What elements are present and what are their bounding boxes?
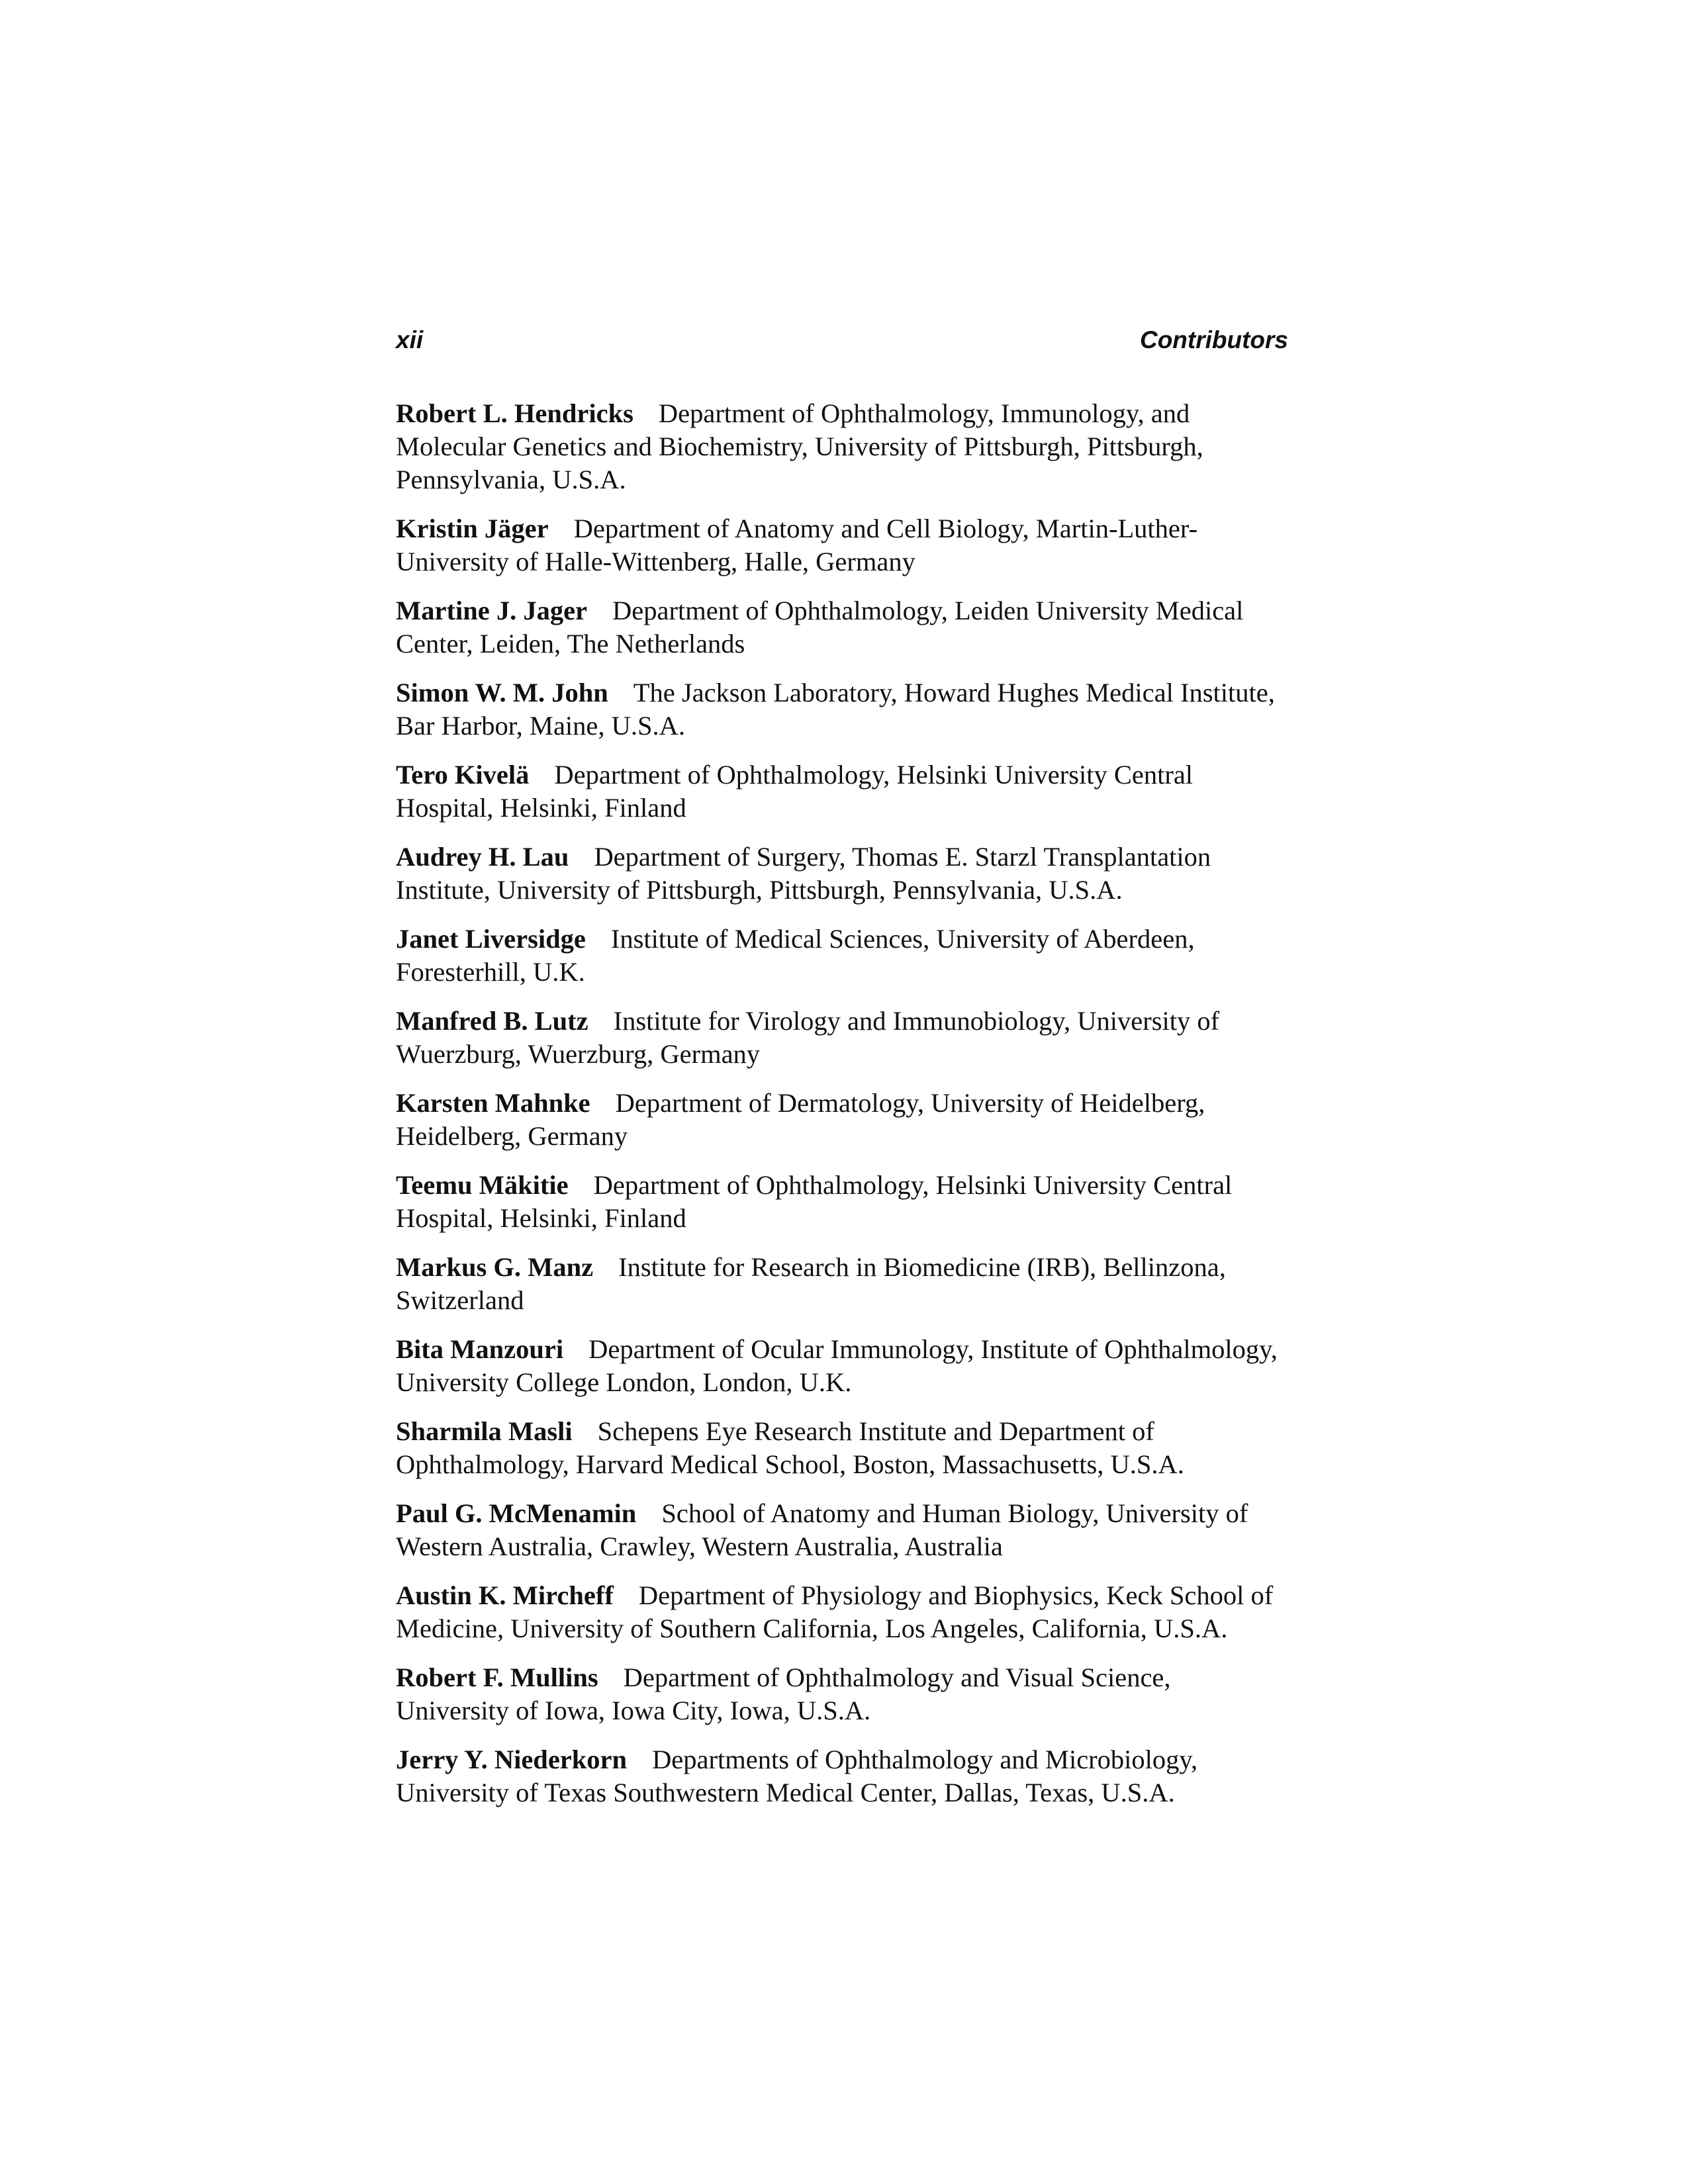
contributor-entry: [396, 841, 1288, 907]
contributor-affiliation: Schepens Eye Research Institute and Department of Ophthalmology, Harvard Medical School, Boston, Massachusetts, U.S.A.: [396, 1416, 1184, 1479]
contributors-list: [396, 397, 1288, 1825]
contributor-affiliation: Department of Ophthalmology, Helsinki University Central Hospital, Helsinki, Finland: [396, 1170, 1233, 1233]
contributor-entry: [396, 397, 1288, 496]
contributor-entry: [396, 1661, 1288, 1727]
contributor-name: Robert L. Hendricks: [396, 398, 633, 428]
page-number: xii: [396, 326, 424, 353]
contributor-entry: [396, 594, 1288, 660]
contributor-entry: [396, 1005, 1288, 1071]
contributor-entry: [396, 1251, 1288, 1317]
contributor-name: Sharmila Masli: [396, 1416, 573, 1446]
contributor-affiliation: Department of Anatomy and Cell Biology, Martin-Luther-University of Halle-Wittenberg, Halle, Germany: [396, 514, 1198, 576]
contributor-name: Paul G. McMenamin: [396, 1498, 637, 1528]
contributor-affiliation: The Jackson Laboratory, Howard Hughes Medical Institute, Bar Harbor, Maine, U.S.A.: [396, 678, 1275, 741]
contributor-entry: [396, 1743, 1288, 1809]
contributor-affiliation: Department of Ophthalmology, Leiden University Medical Center, Leiden, The Netherlands: [396, 596, 1244, 659]
contributor-affiliation: Departments of Ophthalmology and Microbiology, University of Texas Southwestern Medical Center, Dallas, Texas, U.S.A.: [396, 1745, 1198, 1807]
contributor-entry: [396, 1579, 1288, 1645]
section-title: Contributors: [1139, 326, 1288, 353]
contributor-affiliation: Institute for Research in Biomedicine (IRB), Bellinzona, Switzerland: [396, 1252, 1226, 1315]
contributor-entry: [396, 923, 1288, 989]
contributor-name: Martine J. Jager: [396, 596, 588, 625]
contributor-entry: [396, 1333, 1288, 1399]
contributor-affiliation: Department of Ocular Immunology, Institute of Ophthalmology, University College London, London, U.K.: [396, 1334, 1278, 1397]
contributor-entry: [396, 676, 1288, 743]
contributor-entry: [396, 758, 1288, 825]
contributor-name: Austin K. Mircheff: [396, 1580, 614, 1610]
contributor-affiliation: Department of Ophthalmology, Helsinki University Central Hospital, Helsinki, Finland: [396, 760, 1194, 823]
contributor-entry: [396, 1497, 1288, 1563]
contributor-affiliation: Institute of Medical Sciences, University of Aberdeen, Foresterhill, U.K.: [396, 924, 1195, 987]
contributor-affiliation: Institute for Virology and Immunobiology, University of Wuerzburg, Wuerzburg, Germany: [396, 1006, 1220, 1069]
contributor-name: Simon W. M. John: [396, 678, 608, 707]
contributor-name: Audrey H. Lau: [396, 842, 569, 872]
contributor-affiliation: School of Anatomy and Human Biology, University of Western Australia, Crawley, Western Australia, Australia: [396, 1498, 1248, 1561]
contributor-name: Teemu Mäkitie: [396, 1170, 569, 1200]
contributor-entry: [396, 1415, 1288, 1481]
contributor-entry: [396, 1087, 1288, 1153]
contributor-name: Jerry Y. Niederkorn: [396, 1745, 628, 1774]
contributor-entry: [396, 512, 1288, 578]
contributor-affiliation: Department of Ophthalmology and Visual Science, University of Iowa, Iowa City, Iowa, U.S.A.: [396, 1662, 1171, 1725]
contributor-affiliation: Department of Dermatology, University of Heidelberg, Heidelberg, Germany: [396, 1088, 1205, 1151]
contributor-name: Janet Liversidge: [396, 924, 586, 954]
contributor-affiliation: Department of Physiology and Biophysics, Keck School of Medicine, University of Southern California, Los Angeles, California, U.S.A.: [396, 1580, 1274, 1643]
running-head: [396, 320, 1288, 360]
contributor-name: Markus G. Manz: [396, 1252, 594, 1282]
contributor-entry: [396, 1169, 1288, 1235]
contributor-name: Bita Manzouri: [396, 1334, 564, 1364]
contributor-affiliation: Department of Surgery, Thomas E. Starzl Transplantation Institute, University of Pittsburgh, Pittsburgh, Pennsylvania, U.S.A.: [396, 842, 1211, 905]
contributor-name: Manfred B. Lutz: [396, 1006, 588, 1036]
contributor-name: Karsten Mahnke: [396, 1088, 590, 1118]
contributor-name: Kristin Jäger: [396, 514, 549, 543]
contributor-affiliation: Department of Ophthalmology, Immunology, and Molecular Genetics and Biochemistry, University of Pittsburgh, Pittsburgh, Pennsylvania, U.S.A.: [396, 398, 1203, 494]
contributor-name: Tero Kivelä: [396, 760, 530, 790]
contributor-name: Robert F. Mullins: [396, 1662, 598, 1692]
